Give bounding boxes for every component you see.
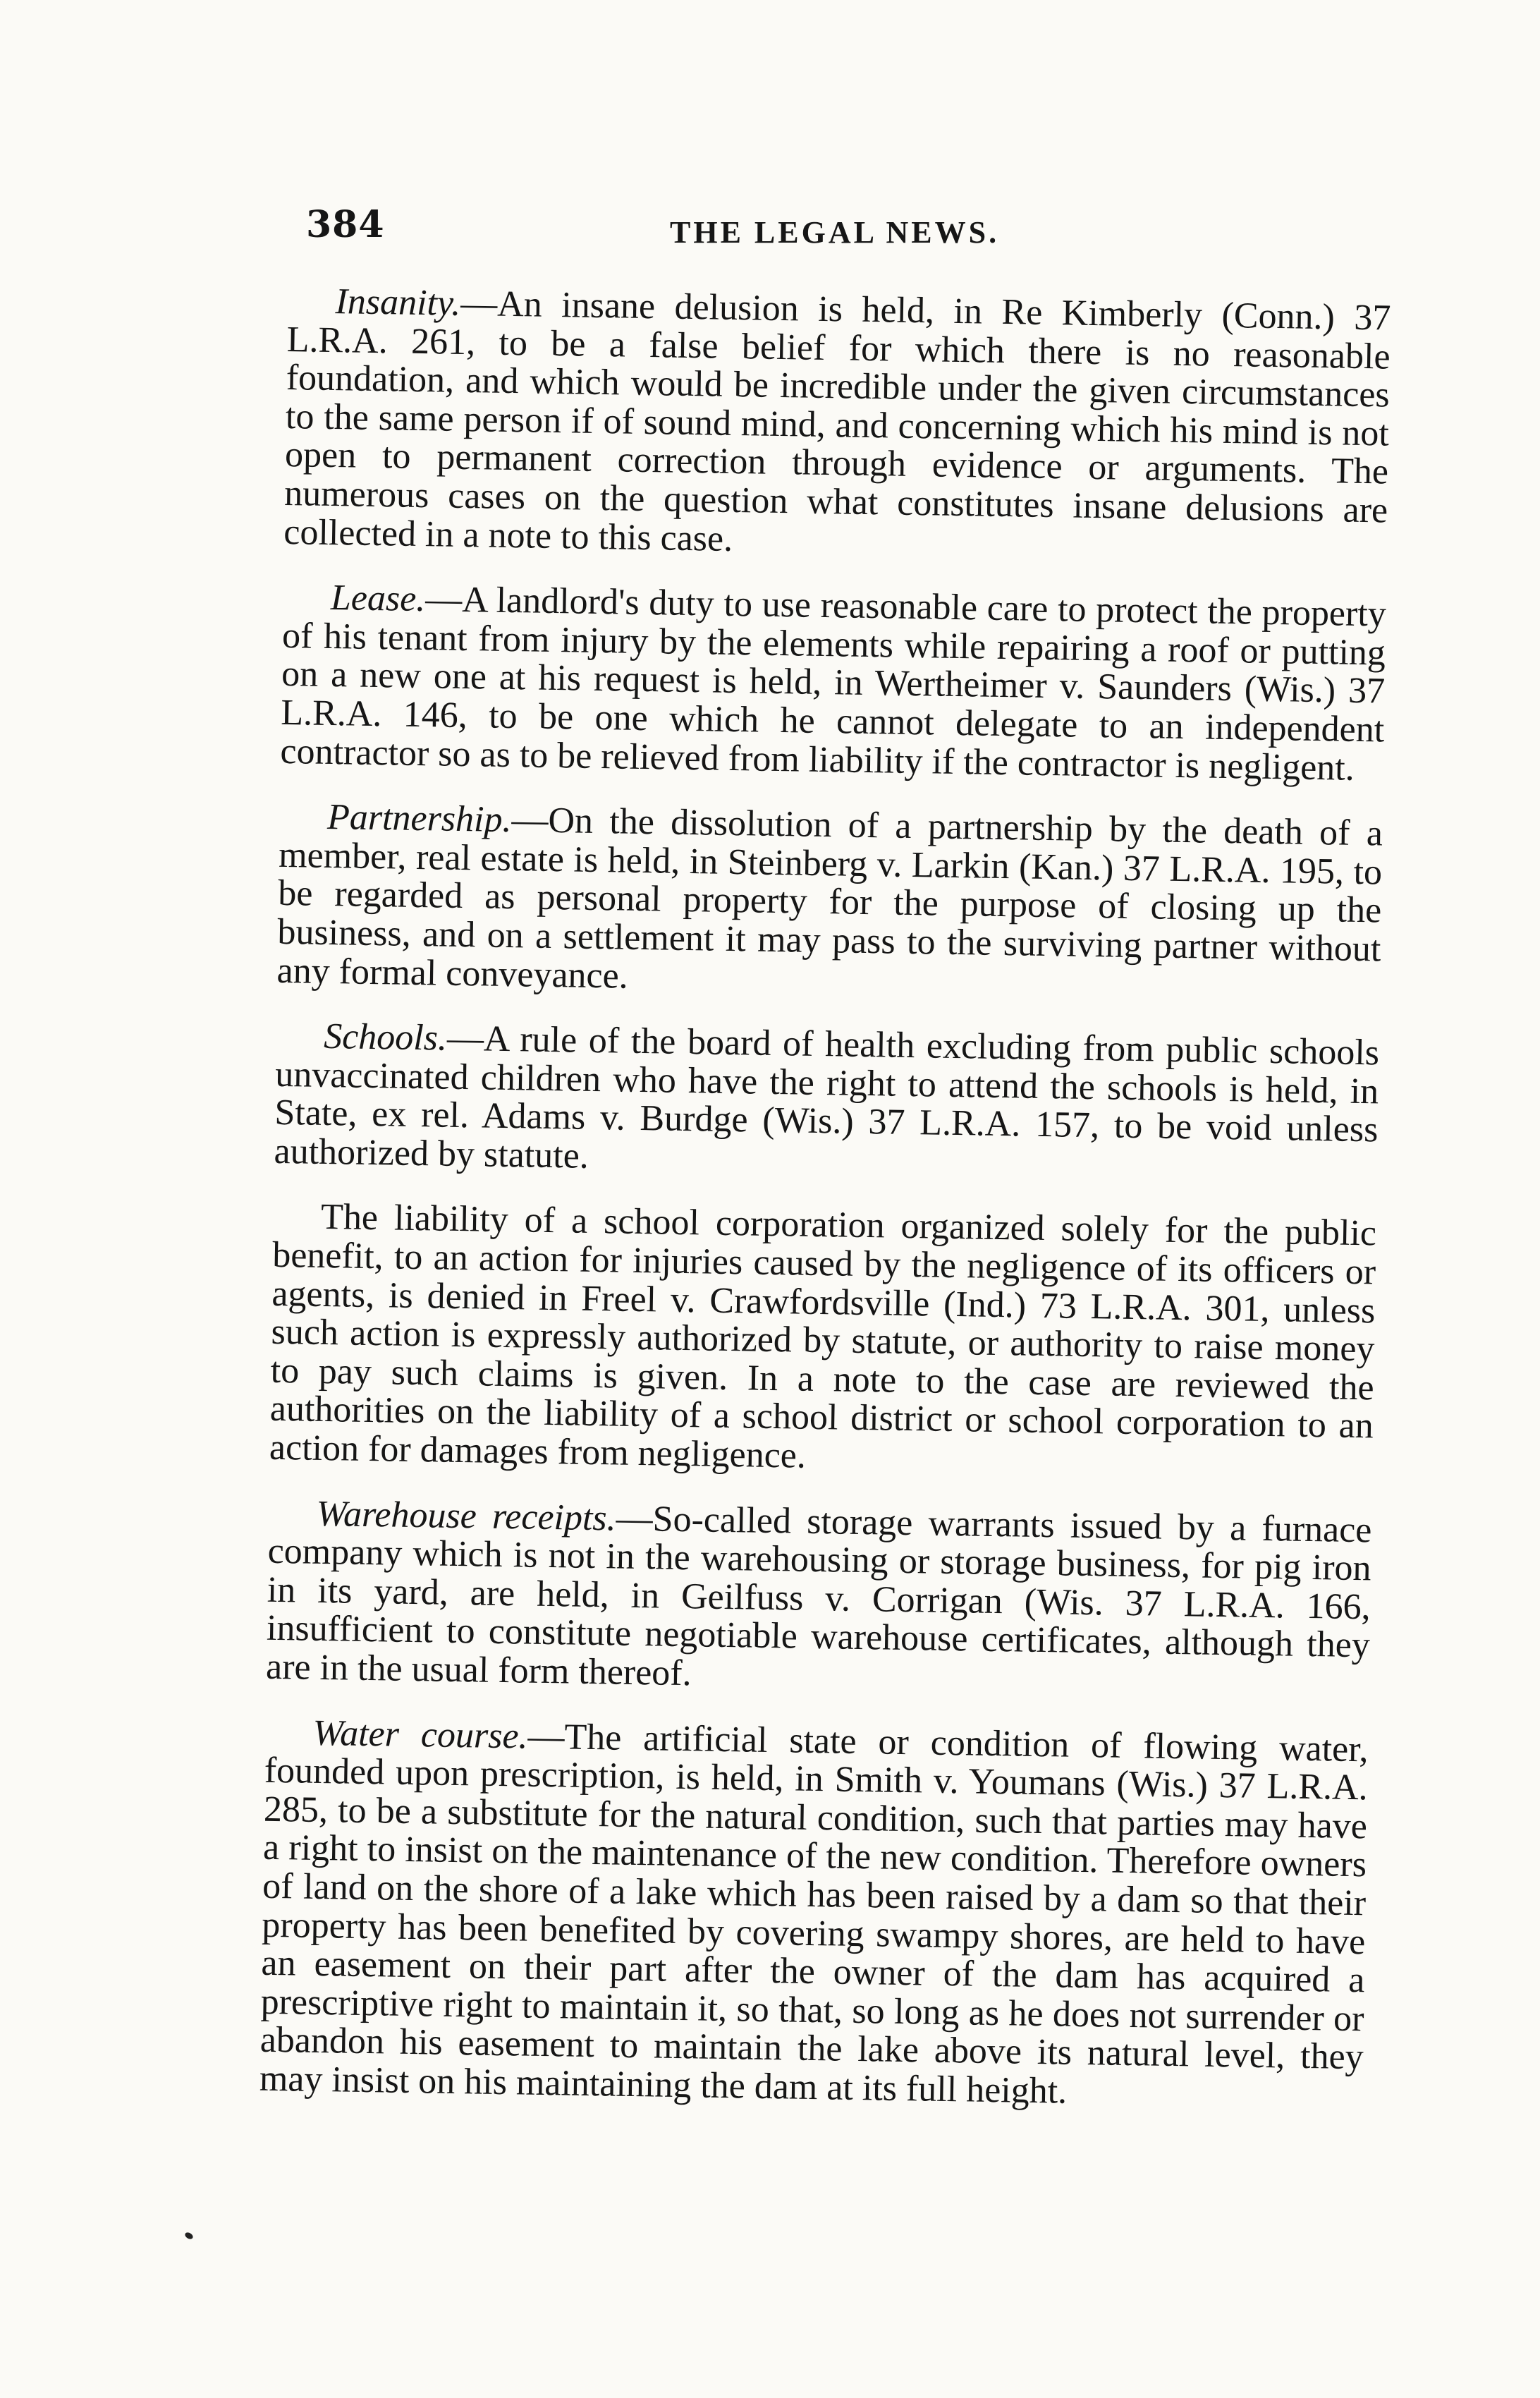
paragraph-text: —A landlord's duty to use reasonable care to protect the property of his tenant from injury by the elements while repairing a roof or putting on a new one at his request is held, in Wertheimer v. Saunders (Wis.) 37 L.R.A. 146, to be one which he cannot delegate to an independent contractor so as to be relieved from liability if the contractor is negligent. [280, 579, 1387, 789]
ink-mark [184, 2232, 194, 2241]
paragraph-heading: Lease. [330, 578, 426, 620]
paragraph-text: —A rule of the board of health excluding from public schools unvaccinated children who have the right to attend the schools is held, in State, ex rel. Adams v. Burdge (Wis.) 37 L.R.A. 157, to be void unless authorized by statute. [274, 1018, 1380, 1176]
paragraph-school-liability [269, 1198, 1377, 1485]
paragraph-schools [274, 1017, 1379, 1188]
paragraph-partnership [276, 798, 1383, 1008]
paragraph-lease [280, 578, 1386, 789]
paragraph-heading: Partnership. [326, 797, 512, 841]
paragraph-heading: Water course. [312, 1712, 528, 1757]
paragraph-warehouse-receipts [266, 1494, 1372, 1704]
paragraph-heading: Schools. [323, 1016, 448, 1059]
paragraph-text: —An insane delusion is held, in Re Kimberly (Conn.) 37 L.R.A. 261, to be a false belief for which there is no reasonable foundation, and which would be incredible under the given circumstances to the same person if of sound mind, and concerning which his mind is not open to permanent correction through evidence or arguments. The numerous cases on the question what constitutes insane delusions are collected in a note to this case. [283, 283, 1391, 559]
article-body [259, 282, 1391, 2143]
paragraph-text: —So-called storage warrants issued by a furnace company which is not in the warehousing or storage business, for pig iron in its yard, are held, in Geilfuss v. Corrigan (Wis. 37 L.R.A. 166, insufficient to constitute negotiable warehouse certificates, although they are in the usual form thereof. [265, 1498, 1372, 1694]
paragraph-text: —The artificial state or condition of flowing water, founded upon prescription, is held, in Smith v. Youmans (Wis.) 37 L.R.A. 285, to be a substitute for the natural condition, such that parties may have a right to insist on the maintenance of the new condition. Therefore owners of land on the shore of a lake which has been raised by a dam so that their property has been benefited by covering swampy shores, are held to have an easement on their part after the owner of the dam has acquired a prescriptive right to maintain it, so that, so long as he does not surrender or abandon his easement to maintain the lake above its natural level, they may insist on his maintaining the dam at its full height. [259, 1716, 1369, 2112]
page-header [296, 190, 1396, 254]
paragraph-text: —On the dissolution of a partnership by the death of a member, real estate is held, in Steinberg v. Larkin (Kan.) 37 L.R.A. 195, to be regarded as personal property for the purpose of closing up the business, and on a settlement it may pass to the surviving partner without any formal conveyance. [276, 800, 1383, 997]
paragraph-heading: Warehouse receipts. [316, 1493, 617, 1539]
paragraph-heading: Insanity. [335, 281, 461, 324]
paragraph-insanity [283, 282, 1391, 569]
running-head: THE LEGAL NEWS. [670, 215, 1000, 250]
paragraph-text: The liability of a school corporation organized solely for the public benefit, to an action for injuries caused by the negligence of its officers or agents, is denied in Freel v. Crawfordsville (Ind.) 73 L.R.A. 301, unless such action is expressly authorized by statute, or authority to raise money to pay such claims is given. In a note to the case are reviewed the authorities on the liability of a school district or school corporation to an action for damages from negligence. [269, 1197, 1377, 1476]
paragraph-water-course [259, 1713, 1369, 2115]
page-number: 384 [306, 203, 385, 246]
